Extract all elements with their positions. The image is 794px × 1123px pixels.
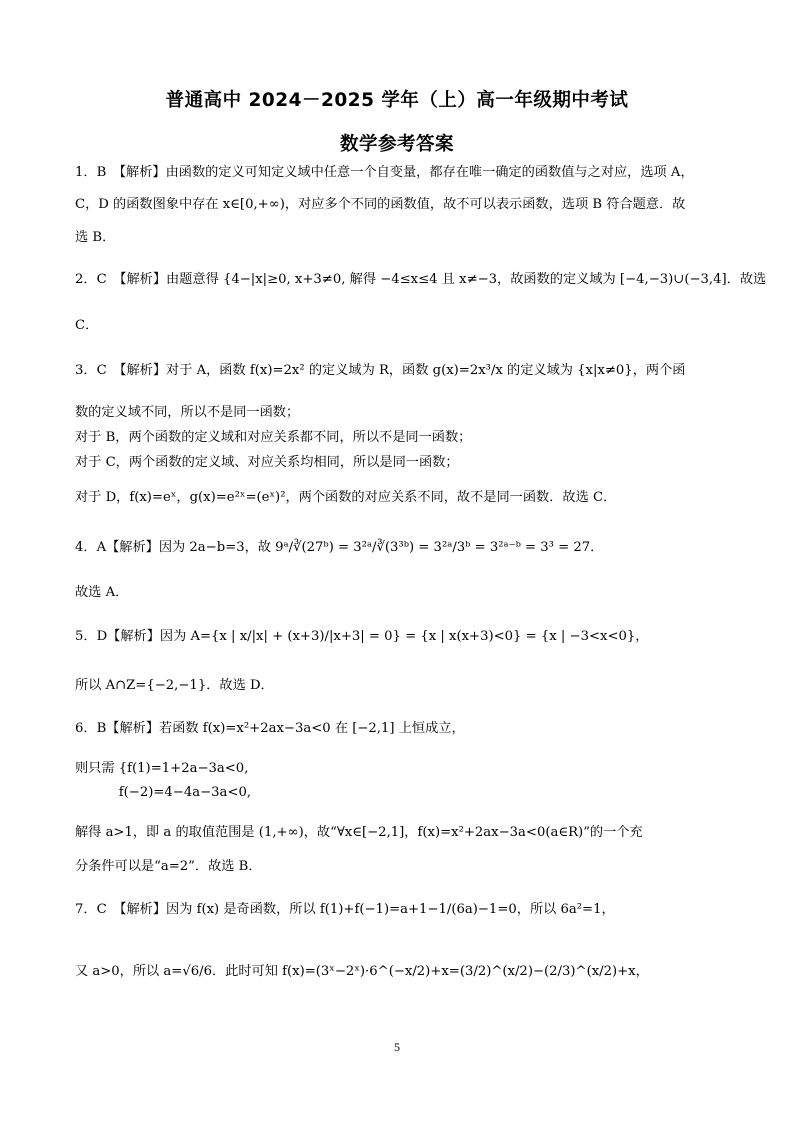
answer-line: 对于 D，f(x)=eˣ，g(x)=e²ˣ=(eˣ)²，两个函数的对应关系不同，故不是同一函数．故选 C． [75,490,617,505]
answer-line: 又 a>0，所以 a=√6/6．此时可知 f(x)=(3ˣ−2ˣ)·6^(−x/2)+x=(3/2)^(x/2)−(2/3)^(x/2)+x， [75,964,649,979]
answer-line: 3．C 【解析】对于 A，函数 f(x)=2x² 的定义域为 R，函数 g(x)=2x³/x 的定义域为 {x|x≠0}，两个函 [75,363,686,378]
answer-line: 则只需 {f(1)=1+2a−3a<0, [75,761,249,776]
answer-line: 2．C 【解析】由题意得 {4−|x|≥0, x+3≠0, 解得 −4≤x≤4 且 x≠−3，故函数的定义域为 [−4,−3)∪(−3,4]．故选 [75,272,767,287]
answer-line: 6．B【解析】若函数 f(x)=x²+2ax−3a<0 在 [−2,1] 上恒成立， [75,721,465,736]
answer-line: 分条件可以是“a=2”．故选 B． [75,859,262,874]
answer-line: 对于 B，两个函数的定义域和对应关系都不同，所以不是同一函数； [75,430,472,445]
answer-line: 5．D【解析】因为 A={x | x/|x| + (x+3)/|x+3| = 0} = {x | x(x+3)<0} = {x | −3<x<0}， [75,629,649,644]
answer-line: 对于 C，两个函数的定义域、对应关系均相同，所以是同一函数； [75,455,459,470]
answer-line: C，D 的函数图象中存在 x∈[0,+∞)，对应多个不同的函数值，故不可以表示函数，选项 B 符合题意．故 [75,197,686,212]
answer-line: 故选 A． [75,585,129,600]
answer-line: 1．B 【解析】由函数的定义可知定义域中任意一个自变量，都存在唯一确定的函数值与之对应，选项 A， [75,165,694,180]
answer-line: 所以 A∩Z={−2,−1}．故选 D． [75,678,274,693]
answer-line: 7．C 【解析】因为 f(x) 是奇函数，所以 f(1)+f(−1)=a+1−1/(6a)−1=0，所以 6a²=1， [75,902,615,917]
page-subtitle: 数学参考答案 [339,134,454,155]
answer-line: 4．A【解析】因为 2a−b=3，故 9ᵃ/∛(27ᵇ) = 3²ᵃ/∛(3³ᵇ) = 3²ᵃ/3ᵇ = 3²ᵃ⁻ᵇ = 3³ = 27． [75,540,604,555]
answer-line: C． [75,318,99,333]
page-title: 普通高中 2024－2025 学年（上）高一年级期中考试 [165,90,629,111]
answer-line: f(−2)=4−4a−3a<0, [75,785,252,800]
answer-line: 解得 a>1，即 a 的取值范围是 (1,+∞)，故“∀x∈[−2,1]，f(x)=x²+2ax−3a<0(a∈R)”的一个充 [75,825,643,840]
answer-line: 数的定义域不同，所以不是同一函数； [75,405,300,420]
page-number: 5 [394,1040,400,1054]
answer-line: 选 B． [75,230,116,245]
